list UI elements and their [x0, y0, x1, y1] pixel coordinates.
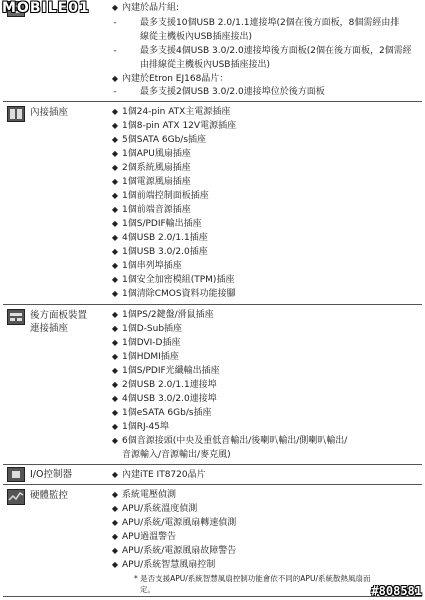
category-cell — [3, 102, 108, 304]
category-label: 硬體監控 — [30, 490, 69, 501]
spec-row-io-controller: I/O控制器 ◆ 內建iTE IT8720晶片 — [3, 464, 422, 484]
category-cell — [3, 465, 108, 484]
watermark-bottom-right: #808581 — [371, 584, 422, 598]
chip-icon — [7, 467, 25, 482]
category-label: 內接插座 — [30, 107, 69, 118]
category-label: 後方面板裝置 連接插座 — [30, 310, 88, 334]
monitor-icon — [7, 489, 25, 505]
category-label: I/O控制器 — [30, 469, 72, 480]
watermark-top-left: MOBILE01 — [2, 0, 90, 16]
spec-row-usb: ◆ 內建於晶片組: - 最多支援10個USB 2.0/1.1連接埠(2個在後方面板，8個需經由排 線從主機板內USB插座接出) - 最多支援4個USB 3.0/2.0連接埠後方面板(2個在後方面板，2個需經 由排線從主機板內USB插座接出) ◆ 內建於Etron EJ168晶片： - 最多支援2個USB 3.0/2.0連接埠位於後方面板 — [3, 0, 422, 101]
category-cell — [3, 485, 108, 596]
spec-row-internal-connectors: 內接插座 ◆ 1個24-pin ATX主電源插座 ◆ 1個8-pin ATX 12V電源插座 ◆ 5個SATA 6Gb/s插座 ◆ 1個APU風扇插座 ◆ 2個系統風扇插座 ◆ 1個電源風扇插座 ◆ 1個前端控制面板插座 ◆ 1個前端音源插座 ◆ 1個S/PDIF輸出插座 ◆ 4個USB 2.0/1.1插座 ◆ 1個USB 3.0/2.0插座 ◆ 1個串列埠插座 ◆ 1個安全加密模組(TPM)插座 ◆ 1個清除CMOS資料功能接腳 — [3, 101, 422, 304]
back-panel-icon — [7, 309, 25, 325]
connector-icon — [7, 106, 25, 122]
spec-row-hardware-monitor: 硬體監控 ◆ 系統電壓偵測 ◆ APU/系統溫度偵測 ◆ APU/系統/電源風扇轉速偵測 ◆ APU過溫警告 ◆ APU/系統/電源風扇故障警告 ◆ APU/系統智慧風扇控制 * 是否支援APU/系統智慧風扇控制功能會依不同的APU/系統散熱風扇而 定。 — [3, 484, 422, 597]
spec-row-back-panel: 後方面板裝置 連接插座 ◆ 1個PS/2鍵盤/滑鼠插座 ◆ 1個D-Sub插座 ◆ 1個DVI-D插座 ◆ 1個HDMI插座 ◆ 1個S/PDIF光纖輸出插座 ◆ 2個USB 2.0/1.1連接埠 ◆ 4個USB 3.0/2.0連接埠 ◆ 1個eSATA 6Gb/s插座 ◆ 1個RJ-45埠 ◆ 6個音源接頭(中央及重低音輸出/後喇叭輸出/側喇叭輸出/ 音源輸入/音源輸出/麥克風) — [3, 304, 422, 464]
category-cell — [3, 305, 108, 464]
